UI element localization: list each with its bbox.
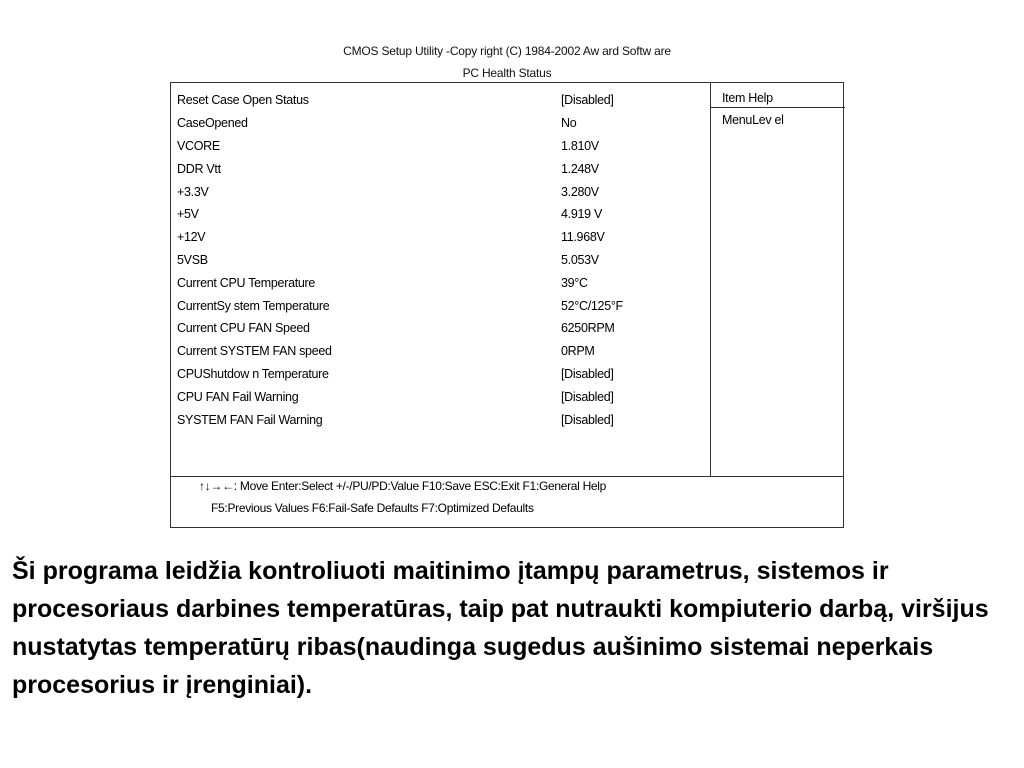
setting-5v	[177, 203, 707, 226]
setting-label: +3.3V	[177, 184, 209, 199]
setting-label: CurrentSy stem Temperature	[177, 298, 330, 313]
setting-value: 52°C/125°F	[561, 298, 623, 313]
setting-label: CPU FAN Fail Warning	[177, 389, 299, 404]
setting-reset-case-open-status[interactable]	[177, 89, 707, 112]
setting-case-opened	[177, 112, 707, 135]
setting-3v3	[177, 180, 707, 203]
setting-value: 11.968V	[561, 230, 605, 245]
setting-value[interactable]: [Disabled]	[561, 93, 614, 108]
setting-12v	[177, 226, 707, 249]
slide-caption: Ši programa leidžia kontroliuoti maitinimo įtampų parametrus, sistemos ir procesoriaus darbines temperatūras, taip pat nutraukti kompiuterio darbą, viršijus nustatytas temperatūrų ribas(naudinga sugedus aušinimo sistemai neperkais procesorius ir įrenginiai).	[12, 557, 989, 699]
setting-vcore	[177, 135, 707, 158]
setting-value: No	[561, 116, 577, 131]
setting-cpu-fan-speed	[177, 317, 707, 340]
item-help-title: Item Help	[722, 91, 773, 105]
setting-label: VCORE	[177, 138, 220, 153]
setting-label: CPUShutdow n Temperature	[177, 366, 329, 381]
footer-divider	[171, 476, 843, 477]
column-divider	[710, 83, 711, 476]
setting-label: +5V	[177, 207, 199, 222]
setting-value: 0RPM	[561, 344, 595, 359]
setting-cpu-temperature	[177, 271, 707, 294]
settings-list	[177, 89, 707, 431]
setting-value: 1.248V	[561, 161, 599, 176]
setting-label: 5VSB	[177, 252, 208, 267]
setting-cpu-fan-fail-warning[interactable]	[177, 385, 707, 408]
setting-value[interactable]: [Disabled]	[561, 412, 614, 427]
setting-ddr-vtt	[177, 157, 707, 180]
setting-value: 1.810V	[561, 138, 599, 153]
bios-title: CMOS Setup Utility -Copy right (C) 1984-2002 Aw ard Softw are	[343, 44, 671, 58]
setting-value: 4.919 V	[561, 207, 602, 222]
setting-label: SYSTEM FAN Fail Warning	[177, 412, 323, 427]
setting-label: DDR Vtt	[177, 161, 221, 176]
setting-label: +12V	[177, 230, 206, 245]
keyboard-help-line: ↑↓→←: Move Enter:Select +/-/PU/PD:Value F10:Save ESC:Exit F1:General Help	[199, 479, 607, 493]
function-keys-line: F5:Previous Values F6:Fail-Safe Defaults F7:Optimized Defaults	[211, 501, 534, 515]
setting-label: Reset Case Open Status	[177, 93, 309, 108]
setting-value: 39°C	[561, 275, 588, 290]
setting-label: Current CPU Temperature	[177, 275, 316, 290]
setting-cpu-shutdown-temperature[interactable]	[177, 363, 707, 386]
setting-value[interactable]: [Disabled]	[561, 389, 614, 404]
setting-value[interactable]: [Disabled]	[561, 366, 614, 381]
setting-system-temperature	[177, 294, 707, 317]
setting-value: 5.053V	[561, 252, 599, 267]
setting-system-fan-speed	[177, 340, 707, 363]
setting-label: Current CPU FAN Speed	[177, 321, 310, 336]
setting-value: 6250RPM	[561, 321, 615, 336]
setting-label: CaseOpened	[177, 116, 248, 131]
setting-system-fan-fail-warning[interactable]	[177, 408, 707, 431]
page-title: PC Health Status	[462, 66, 552, 80]
help-divider	[710, 107, 845, 108]
setting-5vsb	[177, 249, 707, 272]
menu-level-label: MenuLev el	[722, 113, 784, 127]
setting-value: 3.280V	[561, 184, 599, 199]
setting-label: Current SYSTEM FAN speed	[177, 344, 332, 359]
bios-window	[170, 82, 844, 528]
